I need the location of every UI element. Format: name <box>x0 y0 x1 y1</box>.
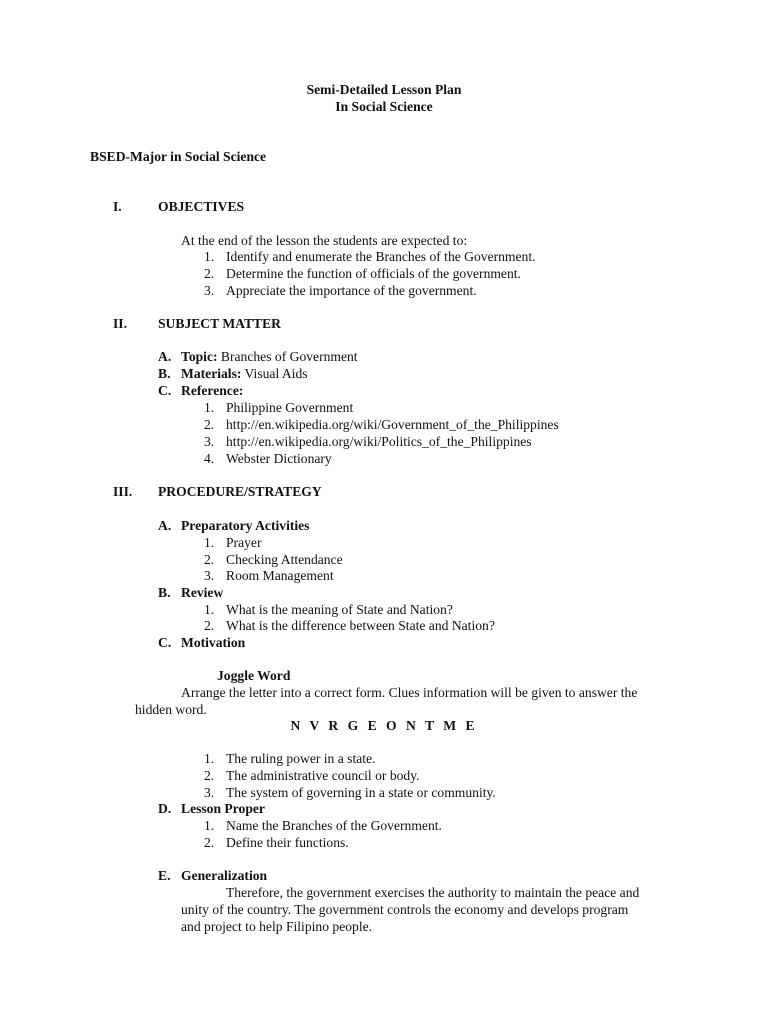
list-letter: A. <box>158 349 172 364</box>
section-heading-procedure: PROCEDURE/STRATEGY <box>158 484 322 499</box>
list-number: 1. <box>204 602 215 617</box>
generalization-text-line: Therefore, the government exercises the authority to maintain the peace and <box>226 885 640 900</box>
list-letter: C. <box>158 635 172 650</box>
list-number: 3. <box>204 785 215 800</box>
activity-title: Joggle Word <box>217 668 291 683</box>
list-number: 1. <box>204 535 215 550</box>
list-letter: D. <box>158 801 172 816</box>
clue-item: The system of governing in a state or community. <box>226 785 496 800</box>
topic-value: Branches of Government <box>220 349 358 364</box>
section-numeral-procedure: III. <box>113 484 133 499</box>
document-title: Semi-Detailed Lesson Plan <box>306 82 462 97</box>
section-numeral-subject-matter: II. <box>113 316 127 331</box>
list-letter: B. <box>158 366 171 381</box>
lesson-proper-item: Define their functions. <box>226 835 349 850</box>
topic-line <box>181 348 358 365</box>
list-number: 1. <box>204 751 215 766</box>
reference-item: Webster Dictionary <box>226 451 332 466</box>
reference-link[interactable]: http://en.wikipedia.org/wiki/Government_of_the_Philippines <box>226 417 559 432</box>
preparatory-item: Room Management <box>226 568 334 583</box>
review-item: What is the meaning of State and Nation? <box>226 602 453 617</box>
lesson-proper-item: Name the Branches of the Government. <box>226 818 442 833</box>
section-heading-objectives: OBJECTIVES <box>158 199 245 214</box>
objective-item: Appreciate the importance of the government. <box>226 283 477 298</box>
list-letter: C. <box>158 383 172 398</box>
list-number: 1. <box>204 400 215 415</box>
reference-item: Philippine Government <box>226 400 354 415</box>
list-letter: A. <box>158 518 172 533</box>
materials-line <box>181 365 308 382</box>
preparatory-label: Preparatory Activities <box>181 518 310 533</box>
list-number: 2. <box>204 266 215 281</box>
reference-label: Reference: <box>181 383 244 398</box>
generalization-text-line: and project to help Filipino people. <box>181 919 373 934</box>
materials-label: Materials: <box>181 366 242 381</box>
list-letter: E. <box>158 868 171 883</box>
lesson-proper-label: Lesson Proper <box>181 801 265 816</box>
list-number: 2. <box>204 417 215 432</box>
clue-item: The ruling power in a state. <box>226 751 376 766</box>
scrambled-word: N V R G E O N T M E <box>290 718 478 733</box>
motivation-label: Motivation <box>181 635 246 650</box>
list-number: 4. <box>204 451 215 466</box>
list-number: 3. <box>204 283 215 298</box>
list-number: 3. <box>204 568 215 583</box>
list-number: 2. <box>204 552 215 567</box>
reference-link[interactable]: http://en.wikipedia.org/wiki/Politics_of_the_Philippines <box>226 434 532 449</box>
program-label: BSED-Major in Social Science <box>90 149 267 164</box>
activity-instruction-line: Arrange the letter into a correct form. Clues information will be given to answer the <box>181 685 638 700</box>
objectives-intro: At the end of the lesson the students are expected to: <box>181 233 468 248</box>
list-number: 1. <box>204 818 215 833</box>
list-number: 3. <box>204 434 215 449</box>
objective-item: Identify and enumerate the Branches of the Government. <box>226 249 536 264</box>
section-numeral-objectives: I. <box>113 199 122 214</box>
document-subtitle: In Social Science <box>335 99 433 114</box>
activity-instruction-line: hidden word. <box>135 702 207 717</box>
preparatory-item: Checking Attendance <box>226 552 343 567</box>
generalization-text-line: unity of the country. The government controls the economy and develops program <box>181 902 629 917</box>
list-number: 1. <box>204 249 215 264</box>
objective-item: Determine the function of officials of the government. <box>226 266 521 281</box>
list-number: 2. <box>204 618 215 633</box>
clue-item: The administrative council or body. <box>226 768 420 783</box>
review-label: Review <box>181 585 224 600</box>
list-number: 2. <box>204 835 215 850</box>
list-letter: B. <box>158 585 171 600</box>
materials-value: Visual Aids <box>244 366 308 381</box>
preparatory-item: Prayer <box>226 535 262 550</box>
generalization-label: Generalization <box>181 868 268 883</box>
list-number: 2. <box>204 768 215 783</box>
topic-label: Topic: <box>181 349 218 364</box>
review-item: What is the difference between State and Nation? <box>226 618 495 633</box>
section-heading-subject-matter: SUBJECT MATTER <box>158 316 282 331</box>
